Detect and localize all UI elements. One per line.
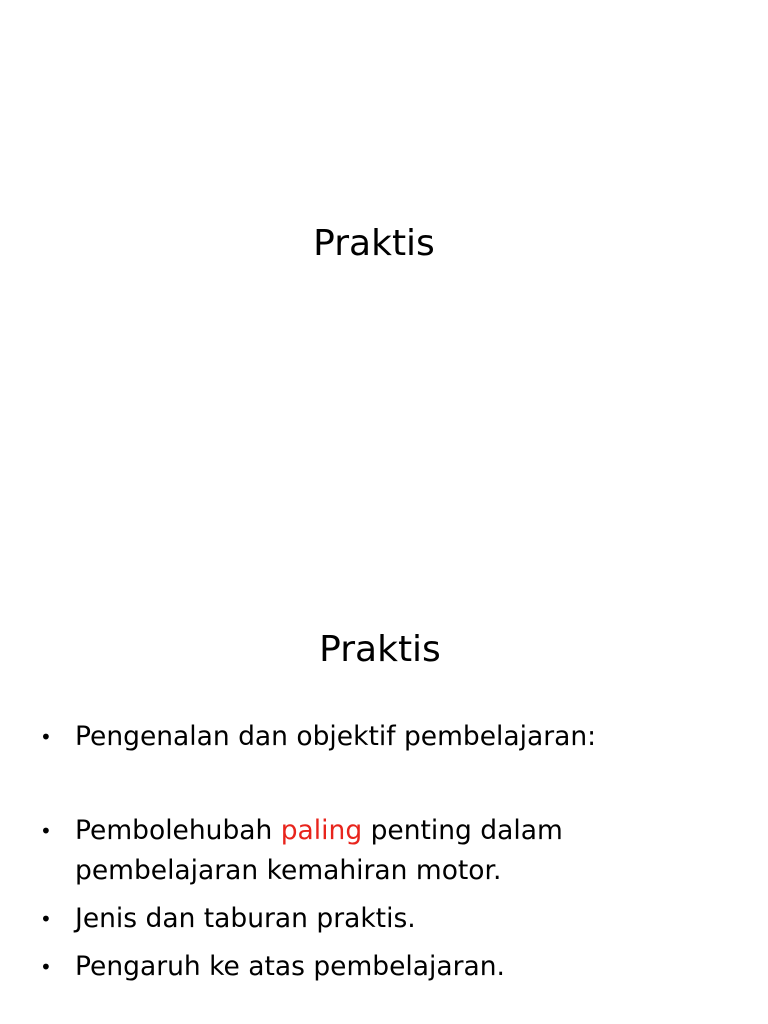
bullet-icon: • — [40, 955, 52, 979]
bullet-item-variable — [40, 811, 740, 891]
bullet-item-types — [40, 899, 740, 939]
bullet-icon: • — [40, 725, 52, 749]
bullet-text-before: Pembolehubah — [75, 815, 281, 846]
bullet-icon: • — [40, 907, 52, 931]
slide-1-title: Praktis — [313, 223, 435, 264]
bullet-icon: • — [40, 819, 52, 843]
bullet-text: Pengaruh ke atas pembelajaran. — [75, 951, 505, 982]
bullet-text-after: penting dalam pembelajaran kemahiran motor. — [75, 815, 563, 886]
slide-2-title: Praktis — [319, 629, 441, 670]
highlighted-word: paling — [280, 815, 363, 846]
bullet-item-influence — [40, 947, 740, 987]
bullet-text: Pengenalan dan objektif pembelajaran: — [75, 721, 597, 752]
bullet-list — [40, 717, 740, 987]
bullet-text: Jenis dan taburan praktis. — [75, 903, 416, 934]
bullet-item-introduction — [40, 717, 740, 757]
